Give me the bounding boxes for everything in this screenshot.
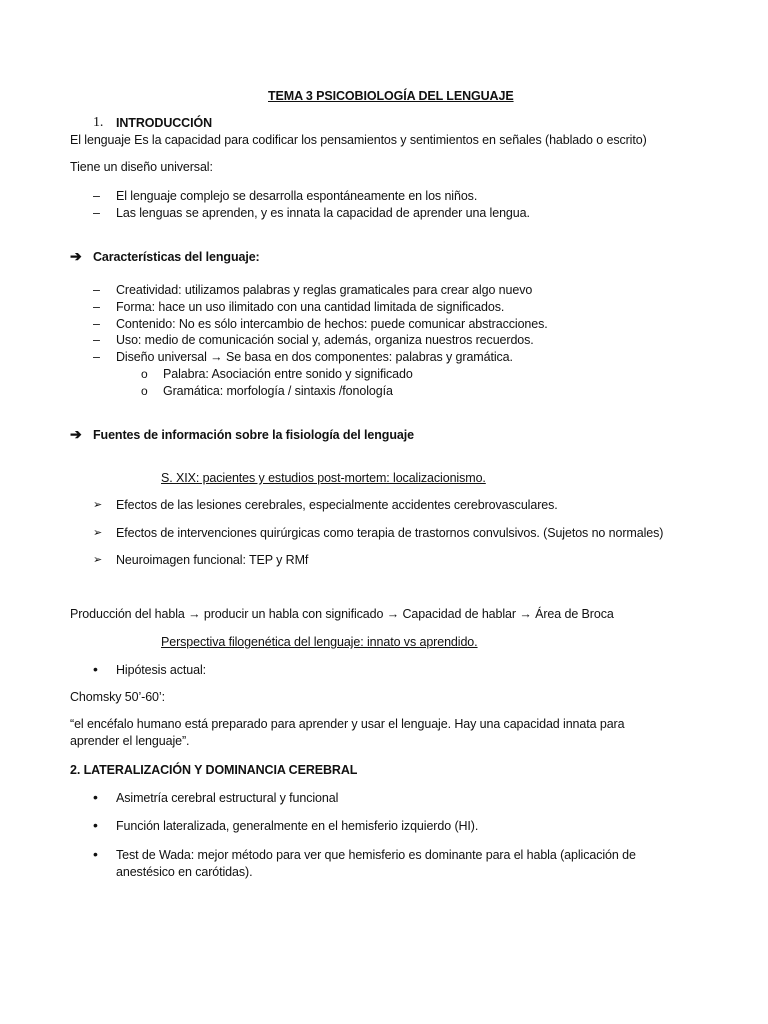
dot-bullet-icon: •	[93, 846, 98, 862]
dash-bullet: –	[93, 317, 100, 331]
list-item: Uso: medio de comunicación social y, además, organiza nuestros recuerdos.	[116, 333, 534, 347]
quote-line: aprender el lenguaje”.	[70, 734, 190, 748]
section-number: 1.	[93, 115, 104, 130]
list-item: Creatividad: utilizamos palabras y reglas gramaticales para crear algo nuevo	[116, 283, 533, 297]
produccion-line: Producción del habla → producir un habla con significado → Capacidad de hablar → Área de Broca	[70, 607, 614, 621]
fuentes-heading: Fuentes de información sobre la fisiología del lenguaje	[93, 428, 414, 442]
dash-bullet: –	[93, 300, 100, 314]
dot-bullet-icon: •	[93, 789, 98, 805]
dash-bullet: –	[93, 206, 100, 220]
circle-bullet-icon: o	[141, 367, 148, 381]
dash-bullet: –	[93, 283, 100, 297]
list-item: El lenguaje complejo se desarrolla espontáneamente en los niños.	[116, 189, 478, 203]
circle-bullet-icon: o	[141, 384, 148, 398]
arrow-right-icon: ➔	[70, 426, 82, 442]
chomsky-line: Chomsky 50’-60’:	[70, 690, 165, 704]
section-heading-lateralizacion: 2. LATERALIZACIÓN Y DOMINANCIA CEREBRAL	[70, 763, 358, 777]
page-title: TEMA 3 PSICOBIOLOGÍA DEL LENGUAJE	[268, 89, 514, 103]
arrow-bullet-icon: ➢	[93, 554, 103, 566]
list-item: Forma: hace un uso ilimitado con una cantidad limitada de significados.	[116, 300, 505, 314]
intro-definition: El lenguaje Es la capacidad para codificar los pensamientos y sentimientos en señales (hablado o escrito)	[70, 133, 647, 147]
list-item: Test de Wada: mejor método para ver que hemisferio es dominante para el habla (aplicación de	[116, 848, 636, 862]
list-item: Las lenguas se aprenden, y es innata la capacidad de aprender una lengua.	[116, 206, 530, 220]
list-item: Diseño universal → Se basa en dos componentes: palabras y gramática.	[116, 350, 513, 364]
sub-list-item: Palabra: Asociación entre sonido y significado	[163, 367, 413, 381]
quote-line: “el encéfalo humano está preparado para aprender y usar el lenguaje. Hay una capacidad innata para	[70, 717, 625, 731]
dash-bullet: –	[93, 189, 100, 203]
list-item: Efectos de las lesiones cerebrales, especialmente accidentes cerebrovasculares.	[116, 498, 558, 512]
list-item: Función lateralizada, generalmente en el hemisferio izquierdo (HI).	[116, 819, 479, 833]
list-item: Neuroimagen funcional: TEP y RMf	[116, 553, 309, 567]
list-item: Contenido: No es sólo intercambio de hechos: puede comunicar abstracciones.	[116, 317, 548, 331]
arrow-bullet-icon: ➢	[93, 527, 103, 539]
arrow-bullet-icon: ➢	[93, 499, 103, 511]
list-item: Asimetría cerebral estructural y funcional	[116, 791, 339, 805]
dot-bullet-icon: •	[93, 661, 98, 677]
list-item-continuation: anestésico en carótidas).	[116, 865, 253, 879]
arrow-right-icon: ➔	[70, 248, 82, 264]
list-item: Hipótesis actual:	[116, 663, 207, 677]
list-item: Efectos de intervenciones quirúrgicas como terapia de trastornos convulsivos. (Sujetos no normales)	[116, 526, 664, 540]
dot-bullet-icon: •	[93, 817, 98, 833]
sub-list-item: Gramática: morfología / sintaxis /fonología	[163, 384, 393, 398]
dash-bullet: –	[93, 333, 100, 347]
section-heading-introduccion: INTRODUCCIÓN	[116, 116, 213, 130]
sxix-subheading: S. XIX: pacientes y estudios post-mortem: localizacionismo.	[161, 471, 486, 485]
dash-bullet: –	[93, 350, 100, 364]
diseno-intro: Tiene un diseño universal:	[70, 160, 213, 174]
caracteristicas-heading: Características del lenguaje:	[93, 250, 260, 264]
perspectiva-subheading: Perspectiva filogenética del lenguaje: innato vs aprendido.	[161, 635, 478, 649]
